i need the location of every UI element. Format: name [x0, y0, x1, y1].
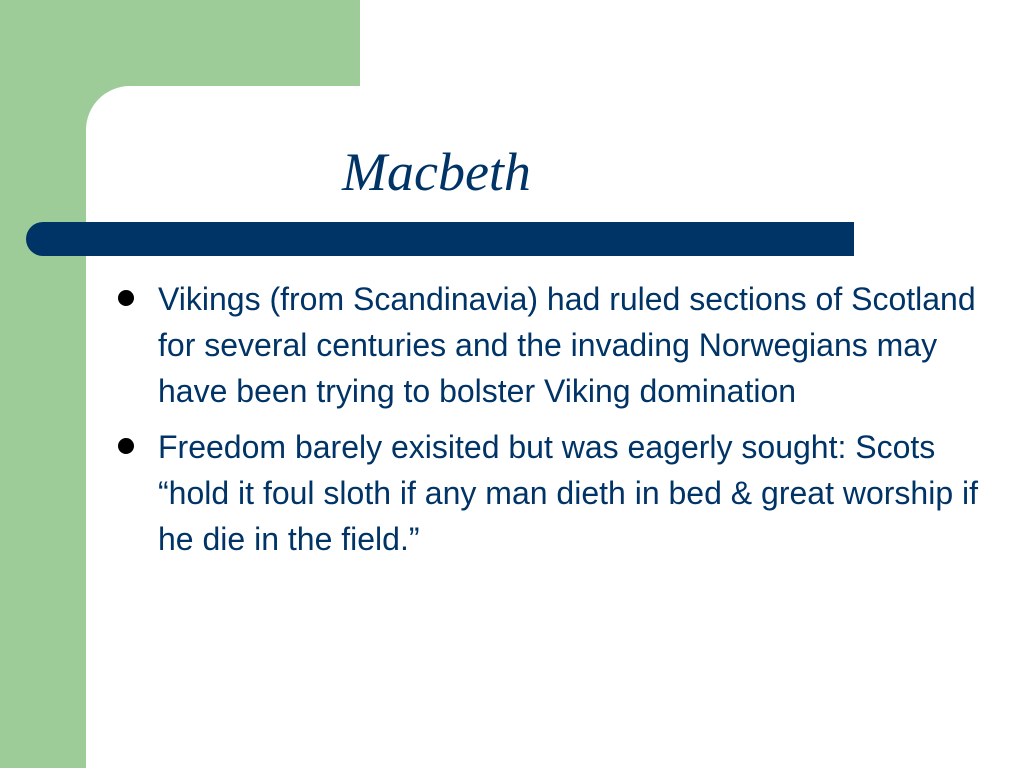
bullet-list: [112, 276, 992, 572]
bullet-item: [112, 276, 992, 414]
title-underline-bar: [26, 222, 854, 256]
bullet-text: Freedom barely exisited but was eagerly sought: Scots “hold it foul sloth if any man dieth in bed & great worship if he die in the field.”: [158, 429, 978, 557]
bullet-text: Vikings (from Scandinavia) had ruled sections of Scotland for several centuries and the invading Norwegians may have been trying to bolster Viking domination: [158, 281, 976, 409]
bullet-dot-icon: [118, 438, 134, 454]
bullet-dot-icon: [118, 290, 134, 306]
bullet-item: [112, 424, 992, 562]
slide-title: Macbeth: [342, 142, 531, 202]
